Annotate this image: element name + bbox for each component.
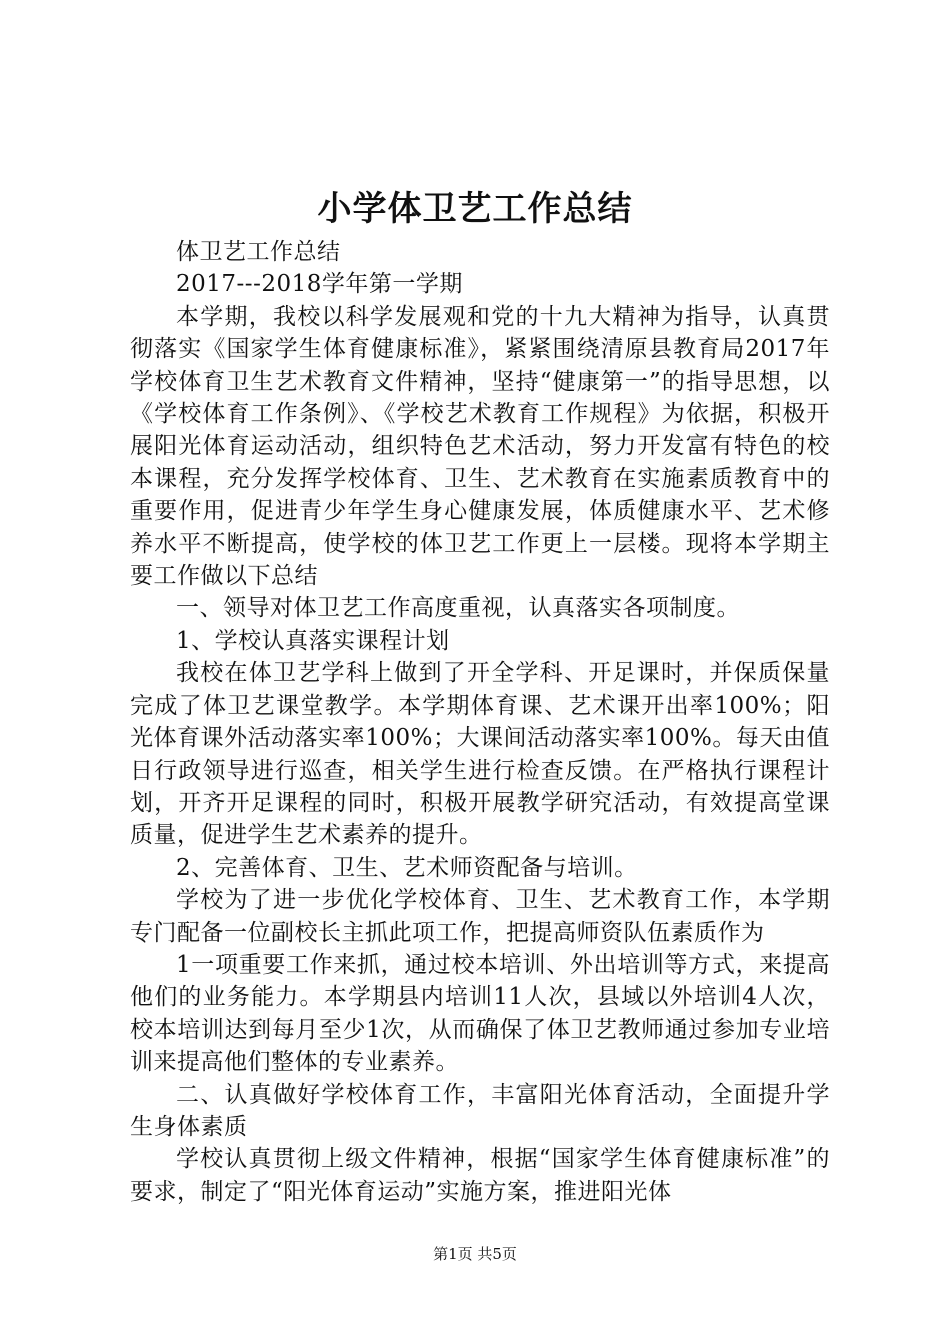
subsection-heading-1: 1、学校认真落实课程计划: [176, 627, 450, 654]
paragraph-heading: 体卫艺工作总结: [176, 239, 341, 265]
section-heading-1: 一、领导对体卫艺工作高度重视，认真落实各项制度。: [176, 595, 740, 622]
paragraph-term: 2017---2018学年第一学期: [176, 271, 463, 298]
document-title: 小学体卫艺工作总结: [317, 189, 633, 229]
page-footer: 第1页 共5页: [433, 1245, 517, 1263]
paragraph-intro: 本学期，我校以科学发展观和党的十九大精神为指导，认真贯彻落实《国家学生体育健康标准》，紧紧围绕清原县教育局2017年学校体育卫生艺术教育文件精神，坚持“健康第一”的指导思想，以《学校体育工作条例》、《学校艺术教育工作规程》为依据，积极开展阳光体育运动活动，组织特色艺术活动，努力开发富有特色的校本课程，充分发挥学校体育、卫生、艺术教育在实施素质教育中的重要作用，促进青少年学生身心健康发展，体质健康水平、艺术修养水平不断提高，使学校的体卫艺工作更上一层楼。现将本学期主要工作做以下总结: [130, 303, 830, 590]
paragraph-training: 1一项重要工作来抓，通过校本培训、外出培训等方式，来提高他们的业务能力。本学期县内培训11人次，县域以外培训4人次，校本培训达到每月至少1次，从而确保了体卫艺教师通过参加专业培训来提高他们整体的专业素养。: [130, 951, 830, 1076]
section-heading-2: 二、认真做好学校体育工作，丰富阳光体育活动，全面提升学生身体素质: [130, 1081, 830, 1140]
document-body: [130, 236, 830, 1208]
paragraph-sports: 学校认真贯彻上级文件精神，根据“国家学生体育健康标准”的要求，制定了“阳光体育运动”实施方案，推进阳光体: [130, 1146, 830, 1205]
paragraph-staffing: 学校为了进一步优化学校体育、卫生、艺术教育工作，本学期专门配备一位副校长主抓此项工作，把提高师资队伍素质作为: [130, 887, 830, 946]
subsection-heading-2: 2、完善体育、卫生、艺术师资配备与培训。: [176, 854, 638, 881]
paragraph-curriculum: 我校在体卫艺学科上做到了开全学科、开足课时，并保质保量完成了体卫艺课堂教学。本学期体育课、艺术课开出率100%；阳光体育课外活动落实率100%；大课间活动落实率100%。每天由值日行政领导进行巡查，相关学生进行检查反馈。在严格执行课程计划，开齐开足课程的同时，积极开展教学研究活动，有效提高堂课质量，促进学生艺术素养的提升。: [130, 660, 830, 849]
